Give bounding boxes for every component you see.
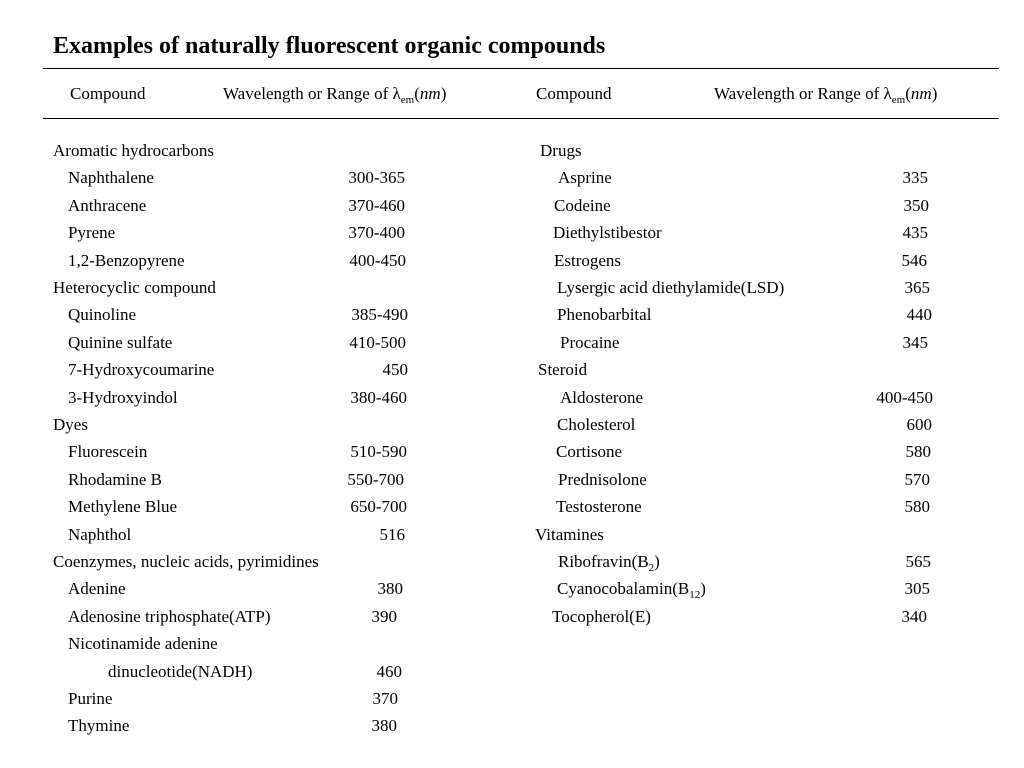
right-wavelength-value: 350 (903, 195, 929, 215)
right-compound-name (558, 168, 612, 188)
left-wavelength-value: 450 (382, 360, 408, 380)
compound-name-text: Thymine (68, 716, 130, 736)
header-compound-left: Compound (70, 84, 146, 103)
right-compound-name (553, 223, 662, 243)
left-compound-name (53, 141, 214, 161)
right-compound-name (560, 333, 619, 353)
compound-name-text: Testosterone (556, 497, 642, 517)
left-wavelength-value: 390 (371, 606, 397, 626)
header-wavelength-right (714, 84, 937, 106)
compound-name-text: Codeine (554, 195, 611, 215)
header-compound-right: Compound (536, 84, 612, 103)
right-wavelength-value: 435 (902, 223, 928, 243)
right-wavelength-value: 340 (901, 606, 927, 626)
left-compound-name (68, 196, 146, 216)
compound-name-text: Nicotinamide adenine (68, 634, 218, 654)
left-compound-name (68, 251, 185, 271)
left-compound-name (108, 662, 252, 682)
unit-close-paren: ) (440, 84, 447, 103)
compound-name-text: Adenine (68, 579, 126, 599)
left-compound-name (68, 305, 136, 325)
compound-name-text: Diethylstibestor (553, 223, 662, 243)
compound-name-text: Cholesterol (557, 415, 636, 434)
left-wavelength-value: 510-590 (350, 442, 407, 462)
right-wavelength-value: 400-450 (876, 387, 933, 407)
top-rule (43, 68, 999, 69)
compound-name-text: Quinoline (68, 305, 136, 325)
lambda-symbol: λ (883, 84, 892, 103)
right-compound-name (557, 415, 635, 435)
left-compound-name (68, 333, 172, 353)
header-wavelength-text: Wavelength or Range of (714, 84, 884, 103)
right-wavelength-value: 365 (904, 278, 930, 297)
unit-open-paren: ( (414, 84, 420, 103)
right-compound-name (552, 607, 651, 627)
right-compound-name (558, 470, 647, 490)
compound-name-text: Purine (68, 689, 113, 708)
left-wavelength-value: 370 (372, 689, 398, 708)
left-wavelength-value: 370-460 (348, 195, 405, 215)
left-wavelength-value: 380-460 (350, 387, 407, 407)
left-compound-name (68, 525, 131, 545)
right-compound-name (557, 305, 651, 325)
compound-name-text: Steroid (538, 360, 588, 380)
left-wavelength-value: 550-700 (347, 469, 404, 489)
compound-name-text: Lysergic acid diethylamide(LSD) (557, 278, 785, 297)
compound-name-text: Asprine (558, 168, 612, 188)
unit-text: nm (419, 84, 441, 103)
compound-name-text: Adenosine triphosphate(ATP) (68, 606, 271, 626)
compound-name-text: Rhodamine B (68, 469, 162, 489)
left-compound-name (68, 223, 115, 243)
compound-name-text: Cortisone (556, 442, 623, 462)
compound-name-text: Cyanocobalamin(B (557, 579, 690, 599)
right-compound-name (554, 196, 611, 216)
right-wavelength-value: 440 (906, 305, 932, 325)
compound-name-text: Drugs (540, 141, 582, 160)
lambda-symbol: λ (392, 84, 401, 103)
header-wavelength-text: Wavelength or Range of (223, 84, 393, 103)
compound-name-suffix: ) (654, 552, 660, 571)
compound-name-text: Prednisolone (558, 469, 647, 489)
right-compound-name (560, 388, 643, 408)
left-compound-name (68, 689, 112, 709)
compound-name-text: Phenobarbital (557, 305, 652, 325)
left-compound-name (68, 497, 177, 517)
compound-name-text: Dyes (53, 415, 88, 434)
left-wavelength-value: 385-490 (351, 305, 408, 325)
left-wavelength-value: 460 (376, 661, 402, 681)
right-compound-name (556, 497, 642, 517)
lambda-subscript: em (891, 94, 906, 106)
compound-name-text: Methylene Blue (68, 497, 178, 517)
unit-text: nm (910, 84, 932, 103)
compound-name-text: 3-Hydroxyindol (68, 387, 178, 407)
right-wavelength-value: 580 (905, 442, 931, 462)
right-compound-name (554, 251, 621, 271)
left-compound-name (68, 716, 129, 736)
right-compound-name (538, 360, 587, 380)
right-wavelength-value: 580 (904, 497, 930, 517)
right-wavelength-value: 345 (902, 332, 928, 352)
compound-name-text: Fluorescein (68, 442, 148, 462)
header-wavelength-left (223, 84, 446, 106)
compound-name-text: Anthracene (68, 195, 147, 215)
left-wavelength-value: 380 (377, 579, 403, 599)
compound-name-text: Tocopherol(E) (552, 606, 651, 626)
compound-name-text: Coenzymes, nucleic acids, pyrimidines (53, 552, 319, 571)
right-compound-name (557, 579, 706, 602)
compound-name-text: Ribofravin(B (558, 552, 649, 571)
right-compound-name (557, 278, 784, 298)
compound-name-text: Vitamines (535, 524, 604, 544)
left-compound-name (53, 552, 319, 572)
left-compound-name (68, 607, 271, 627)
lambda-subscript: em (400, 94, 415, 106)
left-wavelength-value: 400-450 (349, 250, 406, 270)
left-compound-name (53, 278, 216, 298)
compound-name-text: Estrogens (554, 250, 622, 270)
right-compound-name (558, 552, 660, 572)
compound-name-text: 7-Hydroxycoumarine (68, 360, 215, 380)
left-wavelength-value: 410-500 (349, 332, 406, 352)
compound-name-text: Aromatic hydrocarbons (53, 141, 214, 160)
right-compound-name (535, 525, 604, 545)
unit-close-paren: ) (931, 84, 938, 103)
right-wavelength-value: 335 (902, 168, 928, 188)
left-compound-name (68, 442, 147, 462)
compound-name-text: dinucleotide(NADH) (108, 661, 253, 681)
left-wavelength-value: 380 (371, 716, 397, 736)
left-compound-name (68, 168, 154, 188)
left-wavelength-value: 370-400 (348, 223, 405, 243)
page-title: Examples of naturally fluorescent organic compounds (53, 33, 606, 59)
left-compound-name (68, 360, 214, 380)
compound-name-subscript: 12 (689, 589, 701, 602)
header-rule (43, 118, 999, 119)
compound-name-text: Procaine (560, 332, 620, 352)
compound-name-text: Pyrene (68, 223, 116, 243)
right-wavelength-value: 305 (904, 579, 930, 599)
compound-name-text: Naphthol (68, 524, 132, 544)
right-wavelength-value: 570 (904, 469, 930, 489)
right-wavelength-value: 565 (905, 552, 931, 571)
compound-name-text: Naphthalene (68, 168, 154, 188)
compound-name-text: Quinine sulfate (68, 332, 173, 352)
compound-name-text: Aldosterone (560, 387, 644, 407)
right-wavelength-value: 600 (906, 415, 932, 434)
compound-name-subscript: 2 (648, 562, 655, 574)
compound-name-text: 1,2-Benzopyrene (68, 250, 185, 270)
left-compound-name (68, 388, 178, 408)
left-wavelength-value: 650-700 (350, 497, 407, 517)
left-wavelength-value: 516 (379, 524, 405, 544)
left-compound-name (68, 470, 162, 490)
left-wavelength-value: 300-365 (348, 168, 405, 188)
compound-name-text: Heterocyclic compound (53, 278, 216, 297)
unit-open-paren: ( (905, 84, 911, 103)
left-compound-name (53, 415, 88, 435)
right-wavelength-value: 546 (901, 250, 927, 270)
compound-name-suffix: ) (700, 579, 706, 599)
right-compound-name (556, 442, 622, 462)
left-compound-name (68, 579, 126, 599)
left-compound-name (68, 634, 218, 654)
right-compound-name (540, 141, 582, 161)
